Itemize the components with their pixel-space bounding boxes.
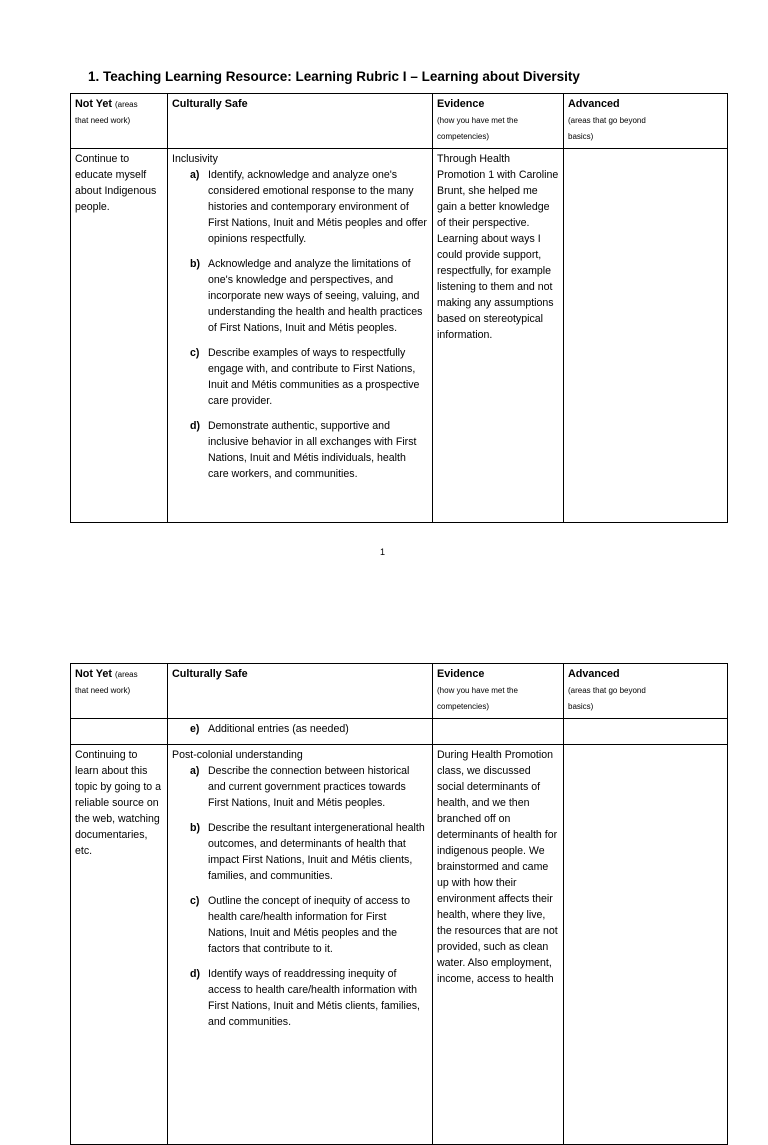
header-sub: (how you have met the [437,116,518,125]
list-item [190,763,428,811]
header-sub: basics) [568,702,594,711]
evidence-cell: During Health Promotion class, we discussed social determinants of health, and we then branched off on determinants of health for indigenous people. We brainstormed and came up with how their environment affects their health, where they live, the resources that are not provided, such as clean water. Also employment, income, access to health [433,745,564,1145]
header-sub: that need work) [75,116,131,125]
item-text: Acknowledge and analyze the limitations of one's knowledge and perspectives, and incorporate new ways of seeing, valuing, and understanding the health and health practices of First Nations, Inuit and Métis peoples. [208,258,423,334]
list-item [190,893,428,957]
item-marker: e) [190,723,200,735]
item-text: Outline the concept of inequity of access to health care/health information for First Nations, Inuit and Métis peoples and the factors that contribute to it. [208,895,410,955]
header-advanced [564,94,728,149]
section-heading: Inclusivity [172,153,218,165]
rubric-table-2 [70,663,728,1145]
header-sub: basics) [568,132,594,141]
item-marker: d) [190,420,200,432]
header-label: Not Yet [75,98,112,110]
header-label: Culturally Safe [172,668,248,680]
list-item [190,345,428,409]
list-item [190,966,428,1030]
header-not-yet [71,664,168,719]
header-row [71,664,728,719]
table-row [71,149,728,523]
header-sub: (how you have met the [437,686,518,695]
header-culturally-safe [168,94,433,149]
item-marker: b) [190,822,200,834]
header-advanced [564,664,728,719]
item-text: Describe the connection between historical and current government practices towards First Nations, Inuit and Métis peoples. [208,765,410,809]
header-sub: (areas [114,670,138,679]
table-row [71,745,728,1145]
header-label: Advanced [568,668,620,680]
advanced-cell [564,719,728,745]
item-text: Demonstrate authentic, supportive and inclusive behavior in all exchanges with First Nations, Inuit and Métis individuals, health care workers, and communities. [208,420,417,480]
list-item [190,256,428,336]
header-label: Advanced [568,98,620,110]
header-label: Culturally Safe [172,98,248,110]
not-yet-cell: Continuing to learn about this topic by going to a reliable source on the web, watching documentaries, etc. [71,745,168,1145]
header-culturally-safe [168,664,433,719]
item-marker: a) [190,765,200,777]
item-text: Describe examples of ways to respectfully engage with, and contribute to First Nations, Inuit and Métis communities as a prospective care provider. [208,347,420,407]
table-row [71,719,728,745]
advanced-cell [564,149,728,523]
item-text: Additional entries (as needed) [208,723,349,735]
item-marker: c) [190,895,200,907]
culturally-safe-cell [168,149,433,523]
item-text: Identify ways of readdressing inequity of access to health care/health information with First Nations, Inuit and Métis clients, families, and communities. [208,968,420,1028]
not-yet-cell: Continue to educate myself about Indigenous people. [71,149,168,523]
page-title: 1. Teaching Learning Resource: Learning Rubric I – Learning about Diversity [88,69,580,84]
section-heading: Post-colonial understanding [172,749,303,761]
list-item [190,167,428,247]
competency-list [172,721,428,737]
evidence-cell: Through Health Promotion 1 with Caroline Brunt, she helped me gain a better knowledge of their perspective. Learning about ways I could provide support, respectfully, for example listening to them and not making any assumptions based on stereotypical information. [433,149,564,523]
culturally-safe-cell [168,745,433,1145]
competency-list [172,763,428,1030]
header-label: Evidence [437,668,485,680]
header-label: Not Yet [75,668,112,680]
item-marker: c) [190,347,200,359]
list-item [190,721,428,737]
header-sub: (areas that go beyond [568,686,646,695]
advanced-cell [564,745,728,1145]
page-number: 1 [380,547,386,557]
header-label: Evidence [437,98,485,110]
header-row [71,94,728,149]
item-marker: d) [190,968,200,980]
rubric-table-1 [70,93,728,523]
header-evidence [433,94,564,149]
item-text: Describe the resultant intergenerational health outcomes, and determinants of health that impact First Nations, Inuit and Métis clients, families, and communities. [208,822,425,882]
evidence-cell [433,719,564,745]
culturally-safe-cell [168,719,433,745]
header-not-yet [71,94,168,149]
competency-list [172,167,428,482]
header-sub: competencies) [437,132,490,141]
header-sub: that need work) [75,686,131,695]
item-marker: b) [190,258,200,270]
list-item [190,820,428,884]
header-sub: (areas that go beyond [568,116,646,125]
header-evidence [433,664,564,719]
item-text: Identify, acknowledge and analyze one's considered emotional response to the many histories and contemporary environment of First Nations, Inuit and Métis peoples and offer opinions respectfully. [208,169,427,245]
header-sub: (areas [114,100,138,109]
item-marker: a) [190,169,200,181]
header-sub: competencies) [437,702,490,711]
list-item [190,418,428,482]
not-yet-cell [71,719,168,745]
